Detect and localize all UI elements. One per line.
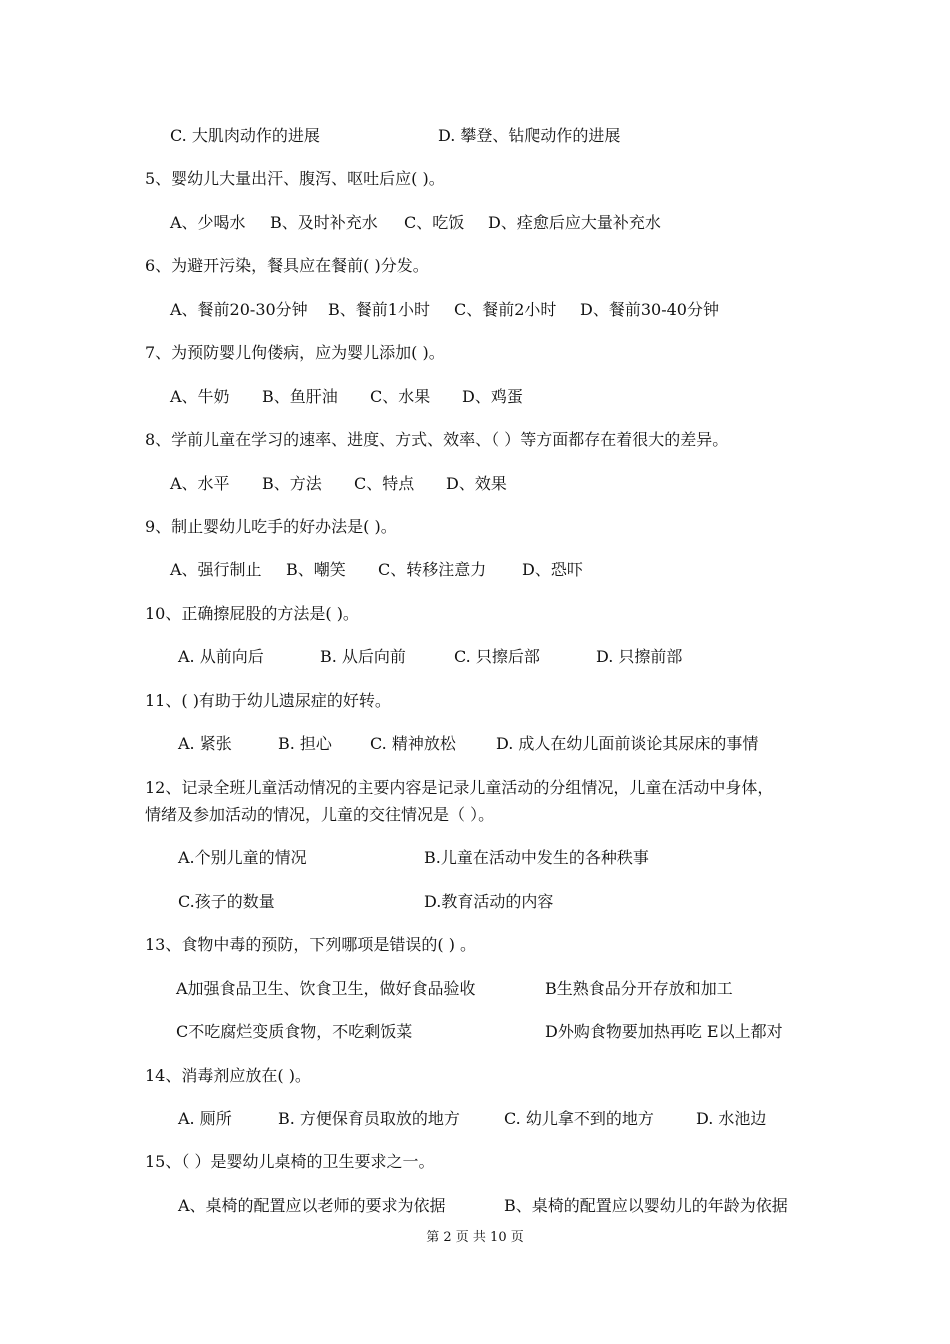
q12-option-a: A.个别儿童的情况	[178, 848, 307, 867]
q13-option-c: C不吃腐烂变质食物，不吃剩饭菜	[176, 1022, 413, 1041]
q14-stem: 14、消毒剂应放在( )。	[145, 1066, 311, 1085]
q14-option-a: A. 厕所	[178, 1109, 232, 1128]
q12-option-c: C.孩子的数量	[178, 892, 275, 911]
q5-stem: 5、婴幼儿大量出汗、腹泻、呕吐后应( )。	[145, 169, 445, 188]
q11-option-b: B. 担心	[278, 734, 332, 753]
q6-option-a: A、餐前20-30分钟	[170, 300, 308, 319]
q6-option-b: B、餐前1小时	[328, 300, 430, 319]
q13-option-d: D外购食物要加热再吃 E以上都对	[545, 1022, 783, 1041]
q11-option-c: C. 精神放松	[370, 734, 456, 753]
q9-option-c: C、转移注意力	[378, 560, 487, 579]
q4-option-d: D. 攀登、钻爬动作的进展	[438, 126, 621, 145]
q9-option-d: D、恐吓	[522, 560, 583, 579]
q8-option-a: A、水平	[170, 474, 230, 493]
q12-stem-line1: 12、记录全班儿童活动情况的主要内容是记录儿童活动的分组情况，儿童在活动中身体，	[145, 778, 774, 797]
page-number-footer: 第 2 页 共 10 页	[426, 1230, 524, 1245]
q10-option-a: A. 从前向后	[178, 647, 264, 666]
q10-stem: 10、正确擦屁股的方法是( )。	[145, 604, 359, 623]
q13-option-b: B生熟食品分开存放和加工	[545, 979, 733, 998]
q10-option-d: D. 只擦前部	[596, 647, 683, 666]
q5-option-c: C、吃饭	[404, 213, 465, 232]
q9-option-b: B、嘲笑	[286, 560, 346, 579]
q13-stem: 13、食物中毒的预防，下列哪项是错误的( ) 。	[145, 935, 477, 954]
q15-option-a: A、桌椅的配置应以老师的要求为依据	[178, 1196, 446, 1215]
q7-option-b: B、鱼肝油	[262, 387, 338, 406]
q6-stem: 6、为避开污染，餐具应在餐前( )分发。	[145, 256, 429, 275]
q12-option-d: D.教育活动的内容	[424, 892, 554, 911]
q6-option-c: C、餐前2小时	[454, 300, 557, 319]
q15-option-b: B、桌椅的配置应以婴幼儿的年龄为依据	[504, 1196, 788, 1215]
q5-option-a: A、少喝水	[170, 213, 246, 232]
q8-stem: 8、学前儿童在学习的速率、进度、方式、效率、（ ）等方面都存在着很大的差异。	[145, 430, 729, 449]
q15-stem: 15、（ ）是婴幼儿桌椅的卫生要求之一。	[145, 1152, 435, 1171]
q12-option-b: B.儿童在活动中发生的各种秩事	[424, 848, 649, 867]
q10-option-c: C. 只擦后部	[454, 647, 540, 666]
q6-option-d: D、餐前30-40分钟	[580, 300, 719, 319]
q14-option-d: D. 水池边	[696, 1109, 767, 1128]
q4-option-c: C. 大肌肉动作的进展	[170, 126, 320, 145]
q14-option-c: C. 幼儿拿不到的地方	[504, 1109, 654, 1128]
q13-option-a: A加强食品卫生、饮食卫生，做好食品验收	[176, 979, 476, 998]
q7-option-c: C、水果	[370, 387, 431, 406]
q11-option-a: A. 紧张	[178, 734, 232, 753]
q5-option-b: B、及时补充水	[270, 213, 378, 232]
q10-option-b: B. 从后向前	[320, 647, 406, 666]
q9-option-a: A、强行制止	[170, 560, 262, 579]
q14-option-b: B. 方便保育员取放的地方	[278, 1109, 460, 1128]
q9-stem: 9、制止婴幼儿吃手的好办法是( )。	[145, 517, 397, 536]
q8-option-d: D、效果	[446, 474, 507, 493]
q11-stem: 11、( )有助于幼儿遗尿症的好转。	[145, 691, 391, 710]
q8-option-c: C、特点	[354, 474, 415, 493]
q5-option-d: D、痊愈后应大量补充水	[488, 213, 661, 232]
q7-stem: 7、为预防婴儿佝偻病，应为婴儿添加( )。	[145, 343, 445, 362]
q7-option-a: A、牛奶	[170, 387, 230, 406]
q7-option-d: D、鸡蛋	[462, 387, 523, 406]
q11-option-d: D. 成人在幼儿面前谈论其尿床的事情	[496, 734, 759, 753]
q8-option-b: B、方法	[262, 474, 322, 493]
q12-stem-line2: 情绪及参加活动的情况，儿童的交往情况是（ ）。	[145, 805, 495, 824]
